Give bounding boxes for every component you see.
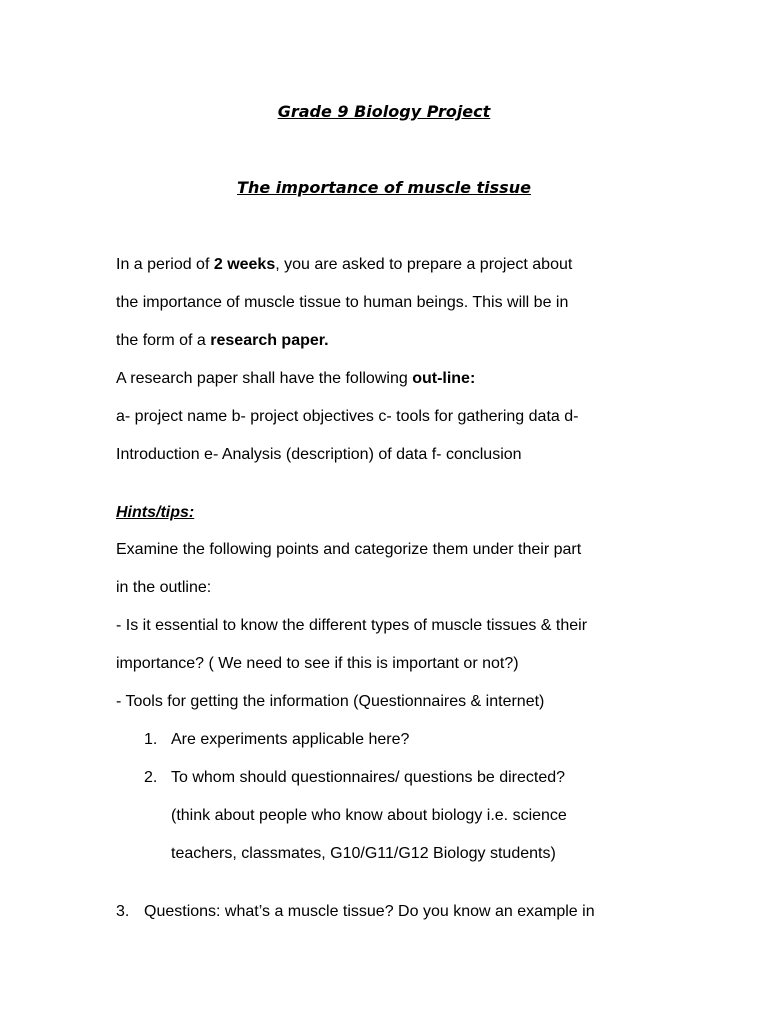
list-number-3: 3. xyxy=(116,903,130,920)
list-item-3: Questions: what’s a muscle tissue? Do you know an example in xyxy=(144,903,595,920)
list-item-2: To whom should questionnaires/ questions be directed? xyxy=(171,769,566,786)
intro-line-1 xyxy=(116,255,572,275)
intro-text: A research paper shall have the following xyxy=(116,370,413,387)
list-item-1: Are experiments applicable here? xyxy=(171,731,410,748)
outline-emphasis: out-line: xyxy=(412,370,476,387)
list-number-1: 1. xyxy=(144,731,158,748)
intro-text: the form of a xyxy=(116,332,211,349)
research-paper-emphasis: research paper. xyxy=(210,332,329,349)
document-subtitle: The importance of muscle tissue xyxy=(237,178,531,197)
hints-line-4: importance? ( We need to see if this is important or not?) xyxy=(116,655,519,672)
list-item-2-continuation-1: (think about people who know about biology i.e. science xyxy=(171,807,567,824)
intro-line-2: the importance of muscle tissue to human beings. This will be in xyxy=(116,294,569,311)
list-item-2-continuation-2: teachers, classmates, G10/G11/G12 Biology students) xyxy=(171,845,556,862)
hints-heading: Hints/tips: xyxy=(116,504,195,521)
hints-line-1: Examine the following points and categorize them under their part xyxy=(116,541,582,558)
hints-line-2: in the outline: xyxy=(116,579,212,596)
intro-line-3 xyxy=(116,331,329,351)
list-number-2: 2. xyxy=(144,769,158,786)
hints-line-3: - Is it essential to know the different types of muscle tissues & their xyxy=(116,617,588,634)
outline-line-2: Introduction e- Analysis (description) of data f- conclusion xyxy=(116,446,522,463)
intro-text: , you are asked to prepare a project about xyxy=(275,256,573,273)
intro-text: In a period of xyxy=(116,256,214,273)
duration-emphasis: 2 weeks xyxy=(213,256,276,273)
intro-line-4 xyxy=(116,369,475,389)
outline-line-1: a- project name b- project objectives c- tools for gathering data d- xyxy=(116,408,579,425)
hints-line-5: - Tools for getting the information (Questionnaires & internet) xyxy=(116,693,545,710)
document-title: Grade 9 Biology Project xyxy=(277,102,491,121)
